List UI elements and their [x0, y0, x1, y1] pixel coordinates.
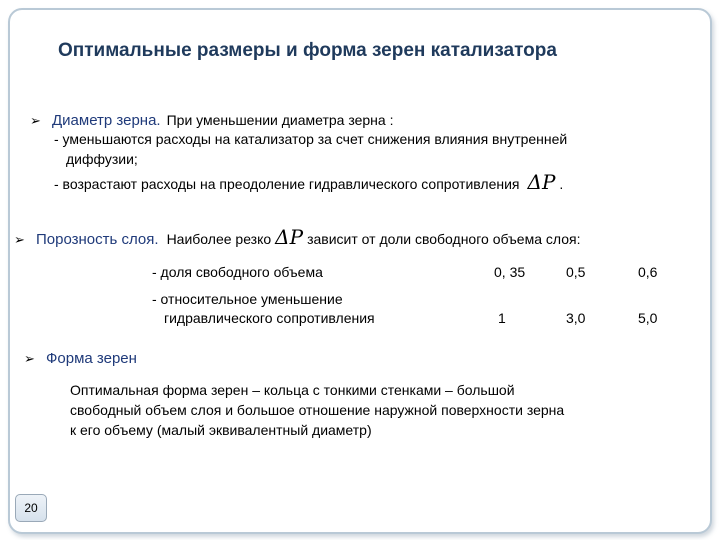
row1-label: - доля свободного объема [152, 264, 323, 280]
bullet-shape [24, 350, 137, 367]
diameter-heading: Диаметр зерна. [52, 112, 161, 129]
shape-heading: Форма зерен [46, 350, 137, 367]
shape-paragraph-line-1: Оптимальная форма зерен – кольца с тонкими стенками – большой [70, 382, 515, 398]
diameter-line-1b: диффузии; [66, 151, 138, 167]
diameter-line-2 [54, 170, 563, 194]
row2-value-1: 1 [498, 310, 506, 326]
row2-label: - относительное уменьшение [152, 291, 343, 307]
row2-value-2: 3,0 [566, 310, 586, 326]
delta-p-symbol: ΔP [527, 170, 556, 194]
page-number: 20 [15, 494, 47, 522]
porosity-text-before: Наиболее резко [166, 231, 272, 247]
diameter-intro: При уменьшении диаметра зерна : [166, 112, 394, 128]
arrow-bullet-icon: ➢ [24, 352, 35, 367]
diameter-line-1: - уменьшаются расходы на катализатор за счет снижения влияния внутренней [54, 131, 568, 147]
arrow-bullet-icon: ➢ [30, 114, 41, 129]
porosity-text-after: зависит от доли свободного объема слоя: [307, 231, 581, 247]
porosity-heading: Порозность слоя. [36, 231, 159, 248]
diameter-line-2-text: - возрастают расходы на преодоление гидравлического сопротивления [54, 176, 520, 192]
row1-value-1: 0, 35 [494, 264, 526, 280]
diameter-line-2-end: . [559, 176, 564, 192]
arrow-bullet-icon: ➢ [14, 233, 25, 248]
row1-value-2: 0,5 [566, 264, 586, 280]
shape-paragraph-line-2: свободный объем слоя и большое отношение наружной поверхности зерна [70, 402, 565, 418]
slide-title: Оптимальные размеры и форма зерен катализатора [58, 40, 557, 61]
row2-label-2: гидравлического сопротивления [164, 310, 375, 326]
row2-value-3: 5,0 [638, 310, 658, 326]
bullet-diameter [30, 112, 393, 129]
bullet-porosity [14, 225, 580, 249]
slide-frame [8, 8, 712, 534]
row1-value-3: 0,6 [638, 264, 658, 280]
shape-paragraph [70, 380, 690, 440]
delta-p-symbol: ΔP [275, 225, 304, 249]
shape-paragraph-line-3: к его объему (малый эквивалентный диаметр) [70, 422, 372, 438]
